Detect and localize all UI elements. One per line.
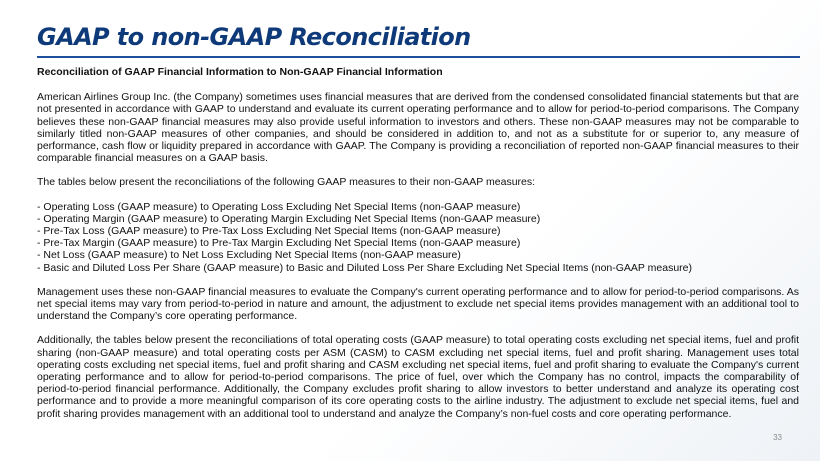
list-item: - Operating Margin (GAAP measure) to Operating Margin Excluding Net Special Items (non-GAAP measure) xyxy=(37,212,541,225)
title-divider xyxy=(37,56,800,58)
page-number: 33 xyxy=(773,433,782,442)
slide-body xyxy=(37,66,799,432)
additional-paragraph: Additionally, the tables below present the reconciliations of total operating costs (GAAP measure) to total operating costs excluding net special items, fuel and profit sharing (non-GAAP measure) and total operating costs per ASM (CASM) to CASM excluding net special items, fuel and profit sharing. Management uses total operating costs excluding net special items, fuel and profit sharing and CASM excluding net special items, fuel and profit sharing to evaluate the Company's current operating performance and to allow for period-to-period comparisons. The price of fuel, over which the Company has no control, impacts the comparability of period-to-period financial performance. Additionally, the Company excludes profit sharing to allow investors to better understand and analyze its operating cost performance and to provide a more meaningful comparison of its core operating costs to the airline industry. The adjustment to exclude net special items, fuel and profit sharing provides management with an additional tool to understand and analyze the Company’s non-fuel costs and core operating performance. xyxy=(37,334,799,420)
management-paragraph: Management uses these non-GAAP financial measures to evaluate the Company's current operating performance and to allow for period-to-period comparisons. As net special items may vary from period-to-period in nature and amount, the adjustment to exclude net special items provides management with an additional tool to understand the Company’s core operating performance. xyxy=(37,285,799,323)
list-item: - Net Loss (GAAP measure) to Net Loss Excluding Net Special Items (non-GAAP measure) xyxy=(37,249,461,262)
intro-paragraph: American Airlines Group Inc. (the Company) sometimes uses financial measures that are derived from the condensed consolidated financial statements but that are not presented in accordance with GAAP to understand and evaluate its current operating performance and to allow for period-to-period comparisons. The Company believes these non-GAAP financial measures may also provide useful information to investors and others. These non-GAAP measures may not be comparable to similarly titled non-GAAP measures of other companies, and should be considered in addition to, and not as a substitute for or superior to, any measure of performance, cash flow or liquidity prepared in accordance with GAAP. The Company is providing a reconciliation of reported non-GAAP financial measures to their comparable financial measures on a GAAP basis. xyxy=(37,91,799,165)
measures-intro-paragraph: The tables below present the reconciliations of the following GAAP measures to their non-GAAP measures: xyxy=(37,176,536,189)
list-item: - Pre-Tax Margin (GAAP measure) to Pre-Tax Margin Excluding Net Special Items (non-GAAP measure) xyxy=(37,237,521,250)
list-item: - Pre-Tax Loss (GAAP measure) to Pre-Tax Loss Excluding Net Special Items (non-GAAP measure) xyxy=(37,225,501,238)
measures-list xyxy=(37,201,799,274)
list-item: - Basic and Diluted Loss Per Share (GAAP measure) to Basic and Diluted Loss Per Share Excluding Net Special Items (non-GAAP measure) xyxy=(37,261,693,274)
list-item: - Operating Loss (GAAP measure) to Operating Loss Excluding Net Special Items (non-GAAP measure) xyxy=(37,200,521,213)
section-heading: Reconciliation of GAAP Financial Information to Non-GAAP Financial Information xyxy=(37,66,443,78)
page-title: GAAP to non-GAAP Reconciliation xyxy=(37,23,471,51)
